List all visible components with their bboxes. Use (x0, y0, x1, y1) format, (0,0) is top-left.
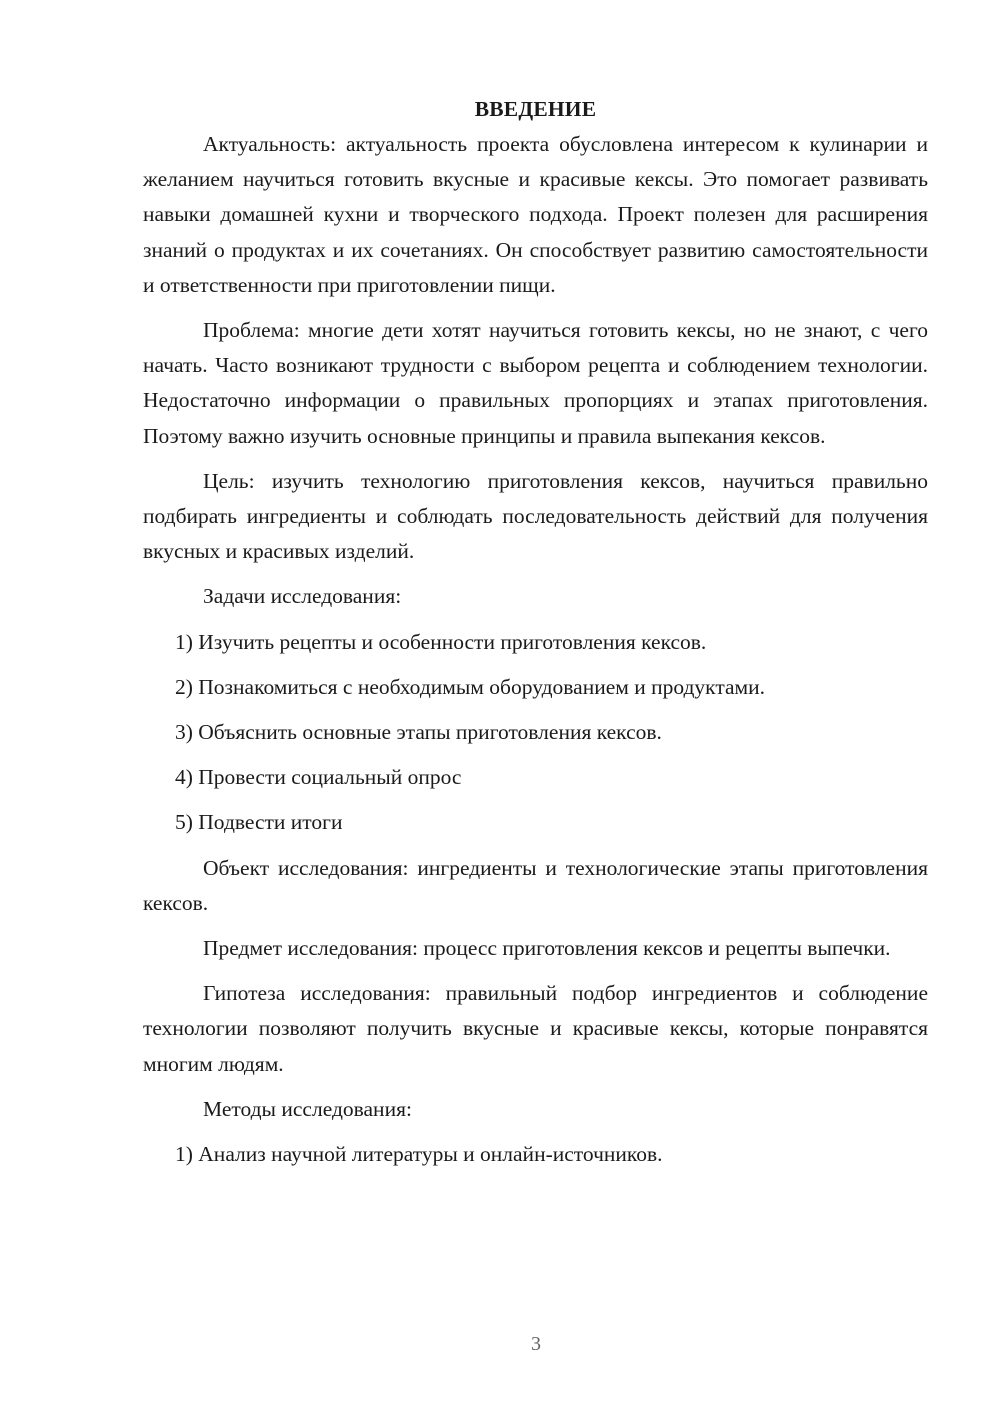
tasks-heading: Задачи исследования: (203, 584, 402, 609)
section-title: ВВЕДЕНИЕ (474, 97, 597, 121)
paragraph-spacer (143, 1082, 928, 1092)
methods-heading: Методы исследования: (203, 1096, 412, 1121)
paragraph-spacer (143, 921, 928, 931)
task-item: 3) Объяснить основные этапы приготовления кексов. (175, 720, 662, 745)
paragraph-object: Объект исследования: ингредиенты и технологические этапы приготовления кексов. (143, 855, 928, 915)
method-item: 1) Анализ научной литературы и онлайн-источников. (175, 1142, 663, 1167)
task-item: 1) Изучить рецепты и особенности приготовления кексов. (175, 629, 707, 654)
task-item: 2) Познакомиться с необходимым оборудованием и продуктами. (175, 674, 766, 699)
paragraph-spacer (143, 454, 928, 464)
paragraph-spacer (143, 750, 928, 760)
paragraph-hypothesis: Гипотеза исследования: правильный подбор ингредиентов и соблюдение технологии позволяют получить вкусные и красивые кексы, которые понравятся многим людям. (143, 981, 928, 1076)
paragraph-spacer (143, 966, 928, 976)
paragraph-goal: Цель: изучить технологию приготовления кексов, научиться правильно подбирать ингредиенты и соблюдать последовательность действий для получения вкусных и красивых изделий. (143, 468, 928, 564)
paragraph-spacer (143, 303, 928, 313)
page-number: 3 (531, 1333, 541, 1355)
paragraph-spacer (143, 660, 928, 670)
paragraph-problem: Проблема: многие дети хотят научиться готовить кексы, но не знают, с чего начать. Часто возникают трудности с выбором рецепта и соблюдением технологии. Недостаточно информации о правильных пропорциях и этапах приготовления. Поэтому важно изучить основные принципы и правила выпекания кексов. (143, 318, 928, 448)
paragraph-spacer (143, 705, 928, 715)
paragraph-spacer (143, 795, 928, 805)
paragraph-spacer (143, 569, 928, 579)
task-item: 5) Подвести итоги (175, 810, 343, 835)
paragraph-spacer (143, 841, 928, 851)
paragraph-relevance: Актуальность: актуальность проекта обусловлена интересом к кулинарии и желанием научиться готовить вкусные и красивые кексы. Это помогает развивать навыки домашней кухни и творческого подхода. Проект полезен для расширения знаний о продуктах и их сочетаниях. Он способствует развитию самостоятельности и ответственности при приготовлении пищи. (143, 132, 928, 297)
paragraph-subject: Предмет исследования: процесс приготовления кексов и рецепты выпечки. (203, 936, 891, 961)
page-content (143, 92, 928, 1172)
task-item: 4) Провести социальный опрос (175, 765, 462, 790)
paragraph-spacer (143, 615, 928, 625)
paragraph-spacer (143, 1127, 928, 1137)
